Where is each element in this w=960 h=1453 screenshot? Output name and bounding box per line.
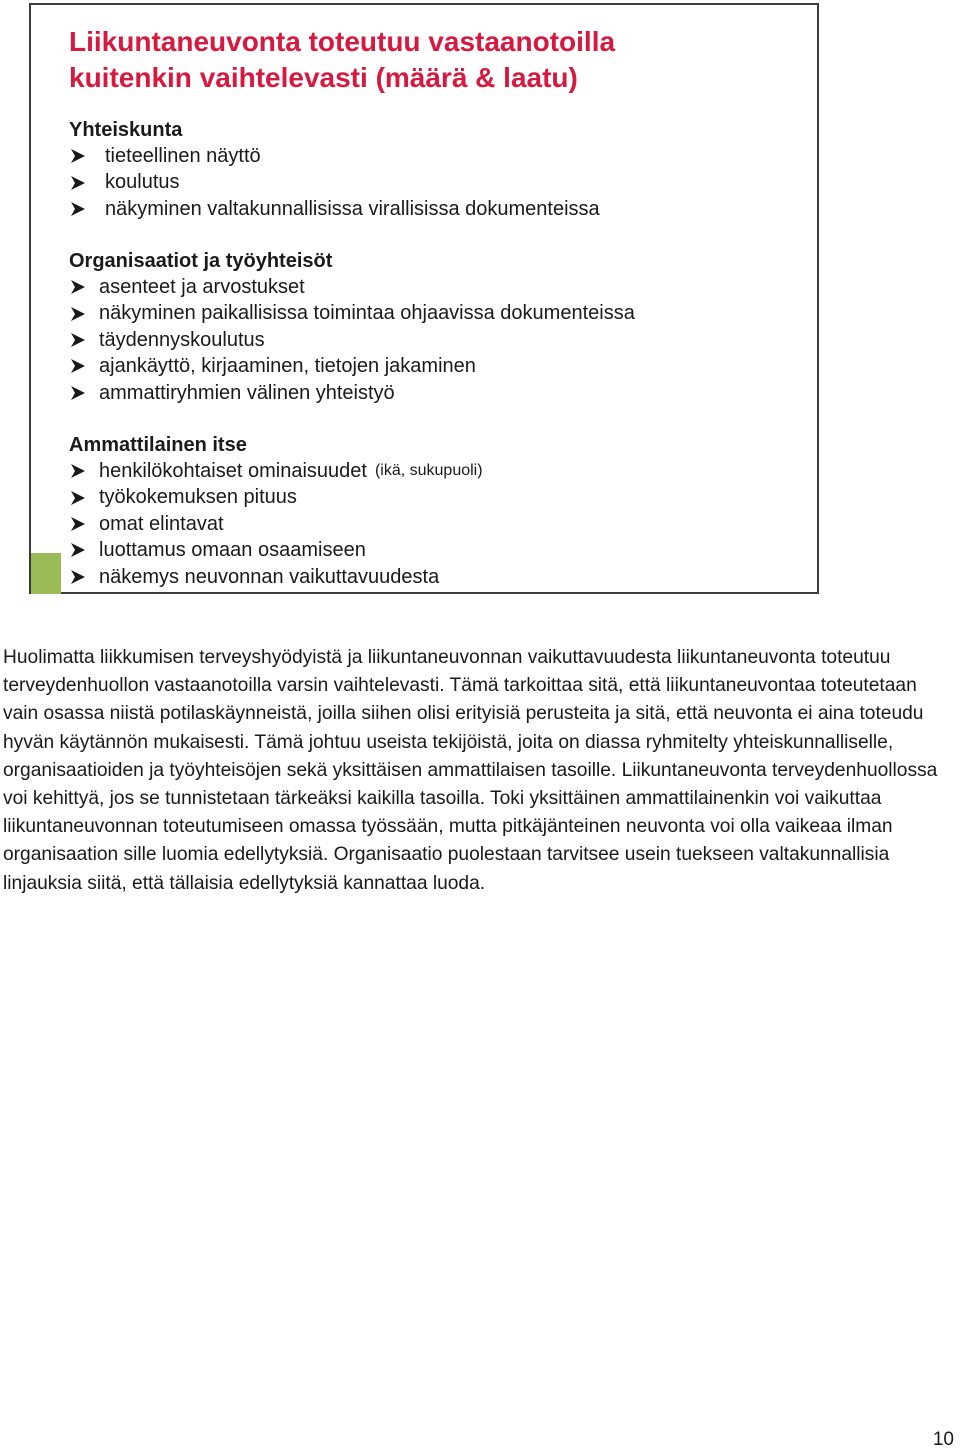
bullet-text: ammattiryhmien välinen yhteistyö bbox=[99, 381, 395, 404]
arrow-bullet-icon bbox=[69, 489, 87, 507]
body-paragraph: Huolimatta liikkumisen terveyshyödyistä ja liikuntaneuvonnan vaikuttavuudesta liikuntaneuvonta toteutuu terveydenhuollon vastaanotoilla varsin vaihtelevasti. Tämä tarkoittaa sitä, että liikuntaneuvontaa toteutetaan vain osassa niistä potilaskäynneistä, joilla siihen olisi erityisiä perusteita ja sitä, että neuvonta ei aina toteudu hyvän käytännön mukaisesti. Tämä johtuu useista tekijöistä, joita on diassa ryhmitelty yhteiskunnalliselle, organisaatioiden ja työyhteisöjen sekä yksittäisen ammattilaisen tasoille. Liikuntaneuvonta terveydenhuollossa voi kehittyä, jos se tunnistetaan tärkeäksi kaikilla tasoilla. Toki yksittäinen ammattilainenkin voi vaikuttaa liikuntaneuvonnan toteutumiseen omassa työssään, mutta pitkäjänteinen neuvonta voi olla vaikeaa ilman organisaation sille luomia edellytyksiä. Organisaatio puolestaan tarvitsee usein tuekseen valtakunnallisia linjauksia siitä, että tällaisia edellytyksiä kannattaa luoda. bbox=[3, 647, 938, 894]
arrow-bullet-icon bbox=[69, 568, 87, 586]
bullet-text: ajankäyttö, kirjaaminen, tietojen jakaminen bbox=[99, 355, 476, 378]
accent-bar bbox=[31, 553, 61, 594]
bullet-text: näkemys neuvonnan vaikuttavuudesta bbox=[99, 565, 440, 588]
slide-title bbox=[69, 24, 615, 96]
bullet-item bbox=[69, 484, 483, 510]
section-heading: Yhteiskunta bbox=[69, 119, 183, 141]
bullet-item bbox=[69, 537, 483, 563]
bullet-text: näkyminen valtakunnallisissa virallisissa dokumenteissa bbox=[105, 197, 600, 220]
arrow-bullet-icon bbox=[69, 384, 87, 402]
arrow-bullet-icon bbox=[69, 462, 87, 480]
bullet-item bbox=[69, 143, 600, 169]
bullet-list bbox=[69, 143, 600, 222]
bullet-item bbox=[69, 380, 635, 406]
section-ammattilainen bbox=[69, 432, 483, 590]
bullet-text: näkyminen paikallisissa toimintaa ohjaavissa dokumenteissa bbox=[99, 302, 635, 325]
arrow-bullet-icon bbox=[69, 515, 87, 533]
bullet-text: tieteellinen näyttö bbox=[105, 145, 261, 167]
slide-frame bbox=[29, 3, 819, 594]
bullet-item bbox=[69, 327, 635, 353]
page-number: 10 bbox=[932, 1429, 954, 1450]
bullet-note: (ikä, sukupuoli) bbox=[374, 462, 483, 479]
arrow-bullet-icon bbox=[69, 200, 87, 218]
bullet-text: asenteet ja arvostukset bbox=[99, 276, 305, 298]
bullet-text: henkilökohtaiset ominaisuudet bbox=[99, 460, 367, 482]
bullet-item bbox=[69, 458, 483, 484]
bullet-item bbox=[69, 353, 635, 379]
bullet-item bbox=[69, 196, 600, 222]
bullet-text: omat elintavat bbox=[99, 512, 224, 535]
bullet-text: koulutus bbox=[105, 171, 180, 194]
arrow-bullet-icon bbox=[69, 278, 87, 296]
bullet-item bbox=[69, 169, 600, 195]
bullet-item bbox=[69, 300, 635, 326]
bullet-list bbox=[69, 458, 483, 590]
section-heading: Organisaatiot ja työyhteisöt bbox=[69, 250, 333, 272]
bullet-text: täydennyskoulutus bbox=[99, 328, 265, 351]
arrow-bullet-icon bbox=[69, 331, 87, 349]
arrow-bullet-icon bbox=[69, 305, 87, 323]
arrow-bullet-icon bbox=[69, 357, 87, 375]
slide-title-line-2: kuitenkin vaihtelevasti (määrä & laatu) bbox=[69, 62, 578, 93]
bullet-list bbox=[69, 274, 635, 406]
arrow-bullet-icon bbox=[69, 541, 87, 559]
bullet-text: luottamus omaan osaamiseen bbox=[99, 539, 366, 562]
bullet-item bbox=[69, 274, 635, 300]
bullet-item bbox=[69, 511, 483, 537]
arrow-bullet-icon bbox=[69, 174, 87, 192]
bullet-item bbox=[69, 564, 483, 590]
slide-title-line-1: Liikuntaneuvonta toteutuu vastaanotoilla bbox=[69, 26, 616, 57]
section-heading: Ammattilainen itse bbox=[69, 434, 247, 456]
section-yhteiskunta bbox=[69, 117, 600, 222]
bullet-text: työkokemuksen pituus bbox=[99, 486, 297, 509]
section-organisaatiot bbox=[69, 248, 635, 406]
arrow-bullet-icon bbox=[69, 147, 87, 165]
